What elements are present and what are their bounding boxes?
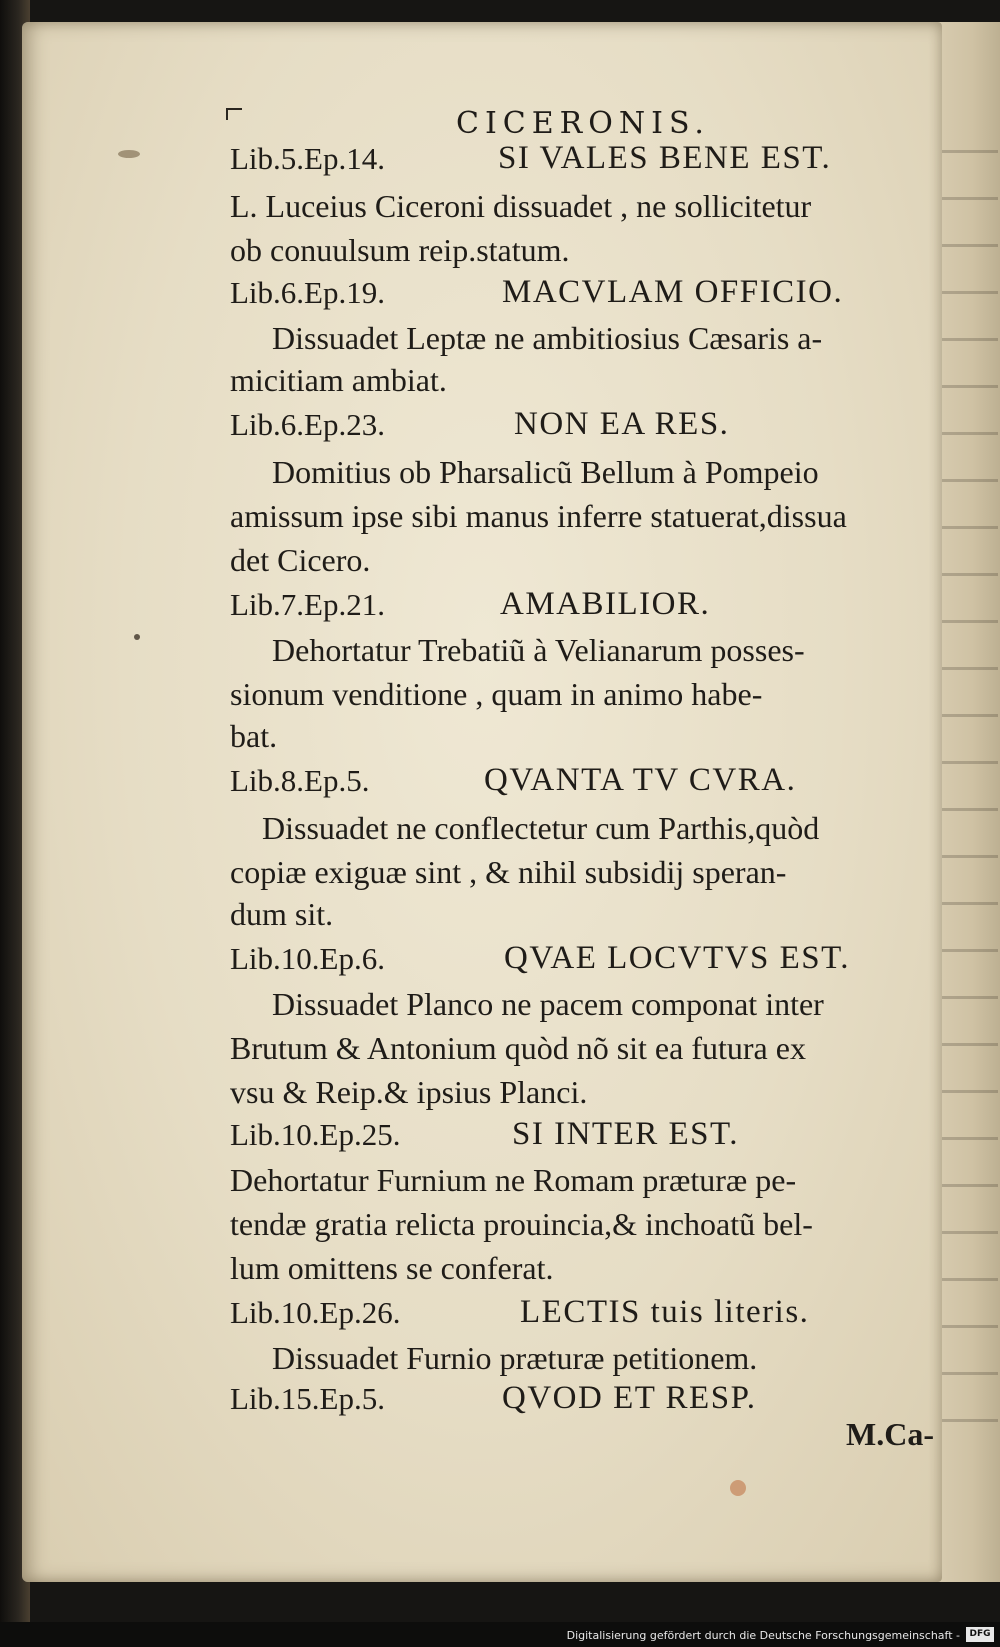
- foxing-spot: [730, 1480, 746, 1496]
- letter-reference: Lib.10.Ep.6.: [230, 941, 385, 976]
- entry-heading: [230, 272, 844, 313]
- summary-line: det Cicero.: [230, 542, 371, 578]
- summary-line: dum sit.: [230, 896, 334, 932]
- summary-line: Domitius ob Pharsalicũ Bellum à Pompeio: [272, 454, 819, 490]
- summary-line: Dissuadet Planco ne pacem componat inter: [272, 986, 824, 1022]
- letter-incipit: AMABILIOR.: [500, 586, 711, 622]
- summary-line: sionum venditione , quam in animo habe-: [230, 676, 763, 712]
- summary-line: Dehortatur Trebatiũ à Velianarum posses-: [272, 632, 805, 668]
- summary-line: Dehortatur Furnium ne Romam præturæ pe-: [230, 1162, 797, 1198]
- letter-reference: Lib.6.Ep.19.: [230, 275, 385, 310]
- summary-line: copiæ exiguæ sint , & nihil subsidij speran-: [230, 854, 787, 890]
- letter-incipit: QVAE LOCVTVS EST.: [504, 940, 851, 976]
- entry-heading: [230, 138, 832, 179]
- facing-page-bleed: [938, 150, 998, 1466]
- summary-line: micitiam ambiat.: [230, 362, 447, 398]
- letter-incipit: QVANTA TV CVRA.: [484, 762, 797, 798]
- paper-stain: [118, 150, 140, 158]
- summary-line: Dissuadet Leptæ ne ambitiosius Cæsaris a-: [272, 320, 823, 356]
- entry-heading: [230, 1114, 739, 1155]
- letter-reference: Lib.15.Ep.5.: [230, 1381, 385, 1416]
- entry-heading: [230, 1378, 757, 1419]
- letter-reference: Lib.10.Ep.25.: [230, 1117, 401, 1152]
- summary-line: Dissuadet ne conflectetur cum Parthis,quòd: [262, 810, 820, 846]
- digitization-credit: Digitalisierung gefördert durch die Deutsche Forschungsgemeinschaft -: [566, 1629, 960, 1642]
- letter-incipit: SI INTER EST.: [512, 1116, 739, 1152]
- letter-reference: Lib.10.Ep.26.: [230, 1295, 401, 1330]
- summary-line: vsu & Reip.& ipsius Planci.: [230, 1074, 588, 1110]
- entry-heading: [230, 1292, 810, 1333]
- summary-line: ob conuulsum reip.statum.: [230, 232, 570, 268]
- summary-line: tendæ gratia relicta prouincia,& inchoatũ bel-: [230, 1206, 813, 1242]
- entry-heading: [230, 584, 711, 625]
- entry-heading: [230, 760, 797, 801]
- summary-line: bat.: [230, 718, 278, 754]
- entry-heading: [230, 938, 851, 979]
- catchword: M.Ca-: [846, 1416, 934, 1452]
- printer-mark: [226, 108, 242, 120]
- letter-incipit: NON EA RES.: [514, 406, 730, 442]
- letter-incipit: SI VALES BENE EST.: [498, 140, 832, 176]
- letter-reference: Lib.5.Ep.14.: [230, 141, 385, 176]
- entry-heading: [230, 404, 730, 445]
- summary-line: L. Luceius Ciceroni dissuadet , ne sollicitetur: [230, 188, 812, 224]
- letter-incipit: MACVLAM OFFICIO.: [502, 274, 844, 310]
- letter-reference: Lib.7.Ep.21.: [230, 587, 385, 622]
- letter-reference: Lib.8.Ep.5.: [230, 763, 370, 798]
- letter-incipit: QVOD ET RESP.: [502, 1380, 757, 1416]
- paper-speck: [134, 634, 140, 640]
- summary-line: Dissuadet Furnio præturæ petitionem.: [272, 1340, 758, 1376]
- summary-line: Brutum & Antonium quòd nõ sit ea futura ex: [230, 1030, 806, 1066]
- summary-line: lum omittens se conferat.: [230, 1250, 554, 1286]
- running-head: CICERONIS.: [456, 106, 710, 141]
- letter-reference: Lib.6.Ep.23.: [230, 407, 385, 442]
- letter-incipit: LECTIS tuis literis.: [520, 1294, 810, 1330]
- dfg-logo: DFG: [966, 1627, 994, 1642]
- summary-line: amissum ipse sibi manus inferre statuerat,dissua: [230, 498, 847, 534]
